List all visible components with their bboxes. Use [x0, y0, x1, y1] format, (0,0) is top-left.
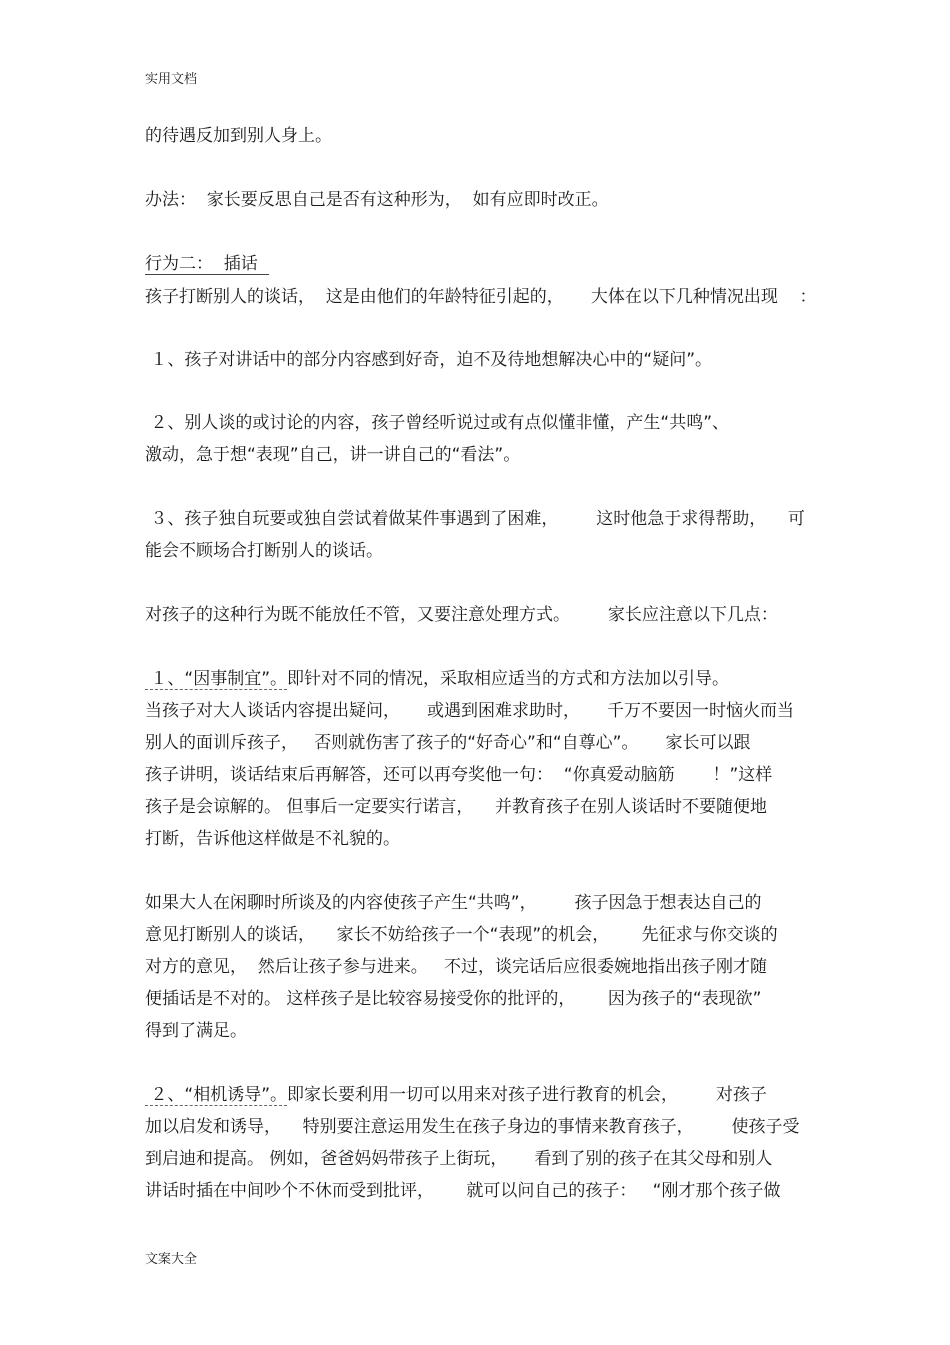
- paragraph-line: 意见打断别人的谈话， 家长不妨给孩子一个“表现”的机会， 先征求与你交谈的: [145, 925, 778, 945]
- page-header: 实用文档: [145, 72, 198, 87]
- subheading-label: ２、“相机诱导”。: [145, 1085, 288, 1105]
- paragraph-line: 当孩子对大人谈话内容提出疑问， 或遇到困难求助时， 千万不要因一时恼火而当: [145, 701, 795, 721]
- list-item: ３、孩子独自玩要或独自尝试着做某件事遇到了困难， 这时他急于求得帮助， 可: [145, 509, 805, 529]
- paragraph-line: 能会不顾场合打断别人的谈话。: [145, 541, 383, 561]
- paragraph-line: 对方的意见， 然后让孩子参与进来。 不过，谈完话后应很委婉地指出孩子刚才随: [145, 957, 768, 977]
- paragraph-line: 办法： 家长要反思自己是否有这种形为， 如有应即时改正。: [145, 190, 609, 210]
- paragraph-line: 得到了满足。: [145, 1021, 247, 1041]
- paragraph-line: 对孩子的这种行为既不能放任不管，又要注意处理方式。 家长应注意以下几点：: [145, 605, 778, 625]
- list-item: １、孩子对讲话中的部分内容感到好奇，迫不及待地想解决心中的“疑问”。: [145, 350, 713, 370]
- paragraph-line: 孩子讲明，谈话结束后再解答，还可以再夸奖他一句： “你真爱动脑筋 ！”这样: [145, 765, 773, 785]
- paragraph-line: 便插话是不对的。 这样孩子是比较容易接受你的批评的， 因为孩子的“表现欲”: [145, 989, 762, 1009]
- list-item: ２、别人谈的或讨论的内容，孩子曾经听说过或有点似懂非懂，产生“共鸣”、: [145, 413, 730, 433]
- paragraph-line: 激动，急于想“表现”自己，讲一讲自己的“看法”。: [145, 445, 521, 465]
- paragraph-line: 孩子是会谅解的。 但事后一定要实行诺言， 并教育孩子在别人谈话时不要随便地: [145, 797, 768, 817]
- paragraph-line: 的待遇反加到别人身上。: [145, 126, 332, 146]
- subheading-label: １、“因事制宜”。: [145, 669, 288, 689]
- page-footer: 文案大全: [145, 1252, 198, 1267]
- paragraph-line: 打断，告诉他这样做是不礼貌的。: [145, 829, 400, 849]
- paragraph-line: 如果大人在闲聊时所谈及的内容使孩子产生“共鸣”， 孩子因急于想表达自己的: [145, 893, 762, 913]
- paragraph-line: 到启迪和提高。 例如，爸爸妈妈带孩子上街玩， 看到了别的孩子在其父母和别人: [145, 1149, 773, 1169]
- paragraph-line: 别人的面训斥孩子， 否则就伤害了孩子的“好奇心”和“自尊心”。 家长可以跟: [145, 733, 751, 753]
- subheading-line: １、“因事制宜”。即针对不同的情况，采取相应适当的方式和方法加以引导。: [145, 669, 730, 689]
- paragraph-line: 讲话时插在中间吵个不休而受到批评， 就可以问自己的孩子： “刚才那个孩子做: [145, 1181, 781, 1201]
- subheading-line: ２、“相机诱导”。即家长要利用一切可以用来对孩子进行教育的机会， 对孩子: [145, 1085, 767, 1105]
- section-heading: 行为二： 插话: [145, 254, 269, 274]
- paragraph-line: 加以启发和诱导， 特别要注意运用发生在孩子身边的事情来教育孩子， 使孩子受: [145, 1117, 800, 1137]
- paragraph-line: 孩子打断别人的谈话， 这是由他们的年龄特征引起的， 大体在以下几种情况出现 ：: [145, 287, 817, 307]
